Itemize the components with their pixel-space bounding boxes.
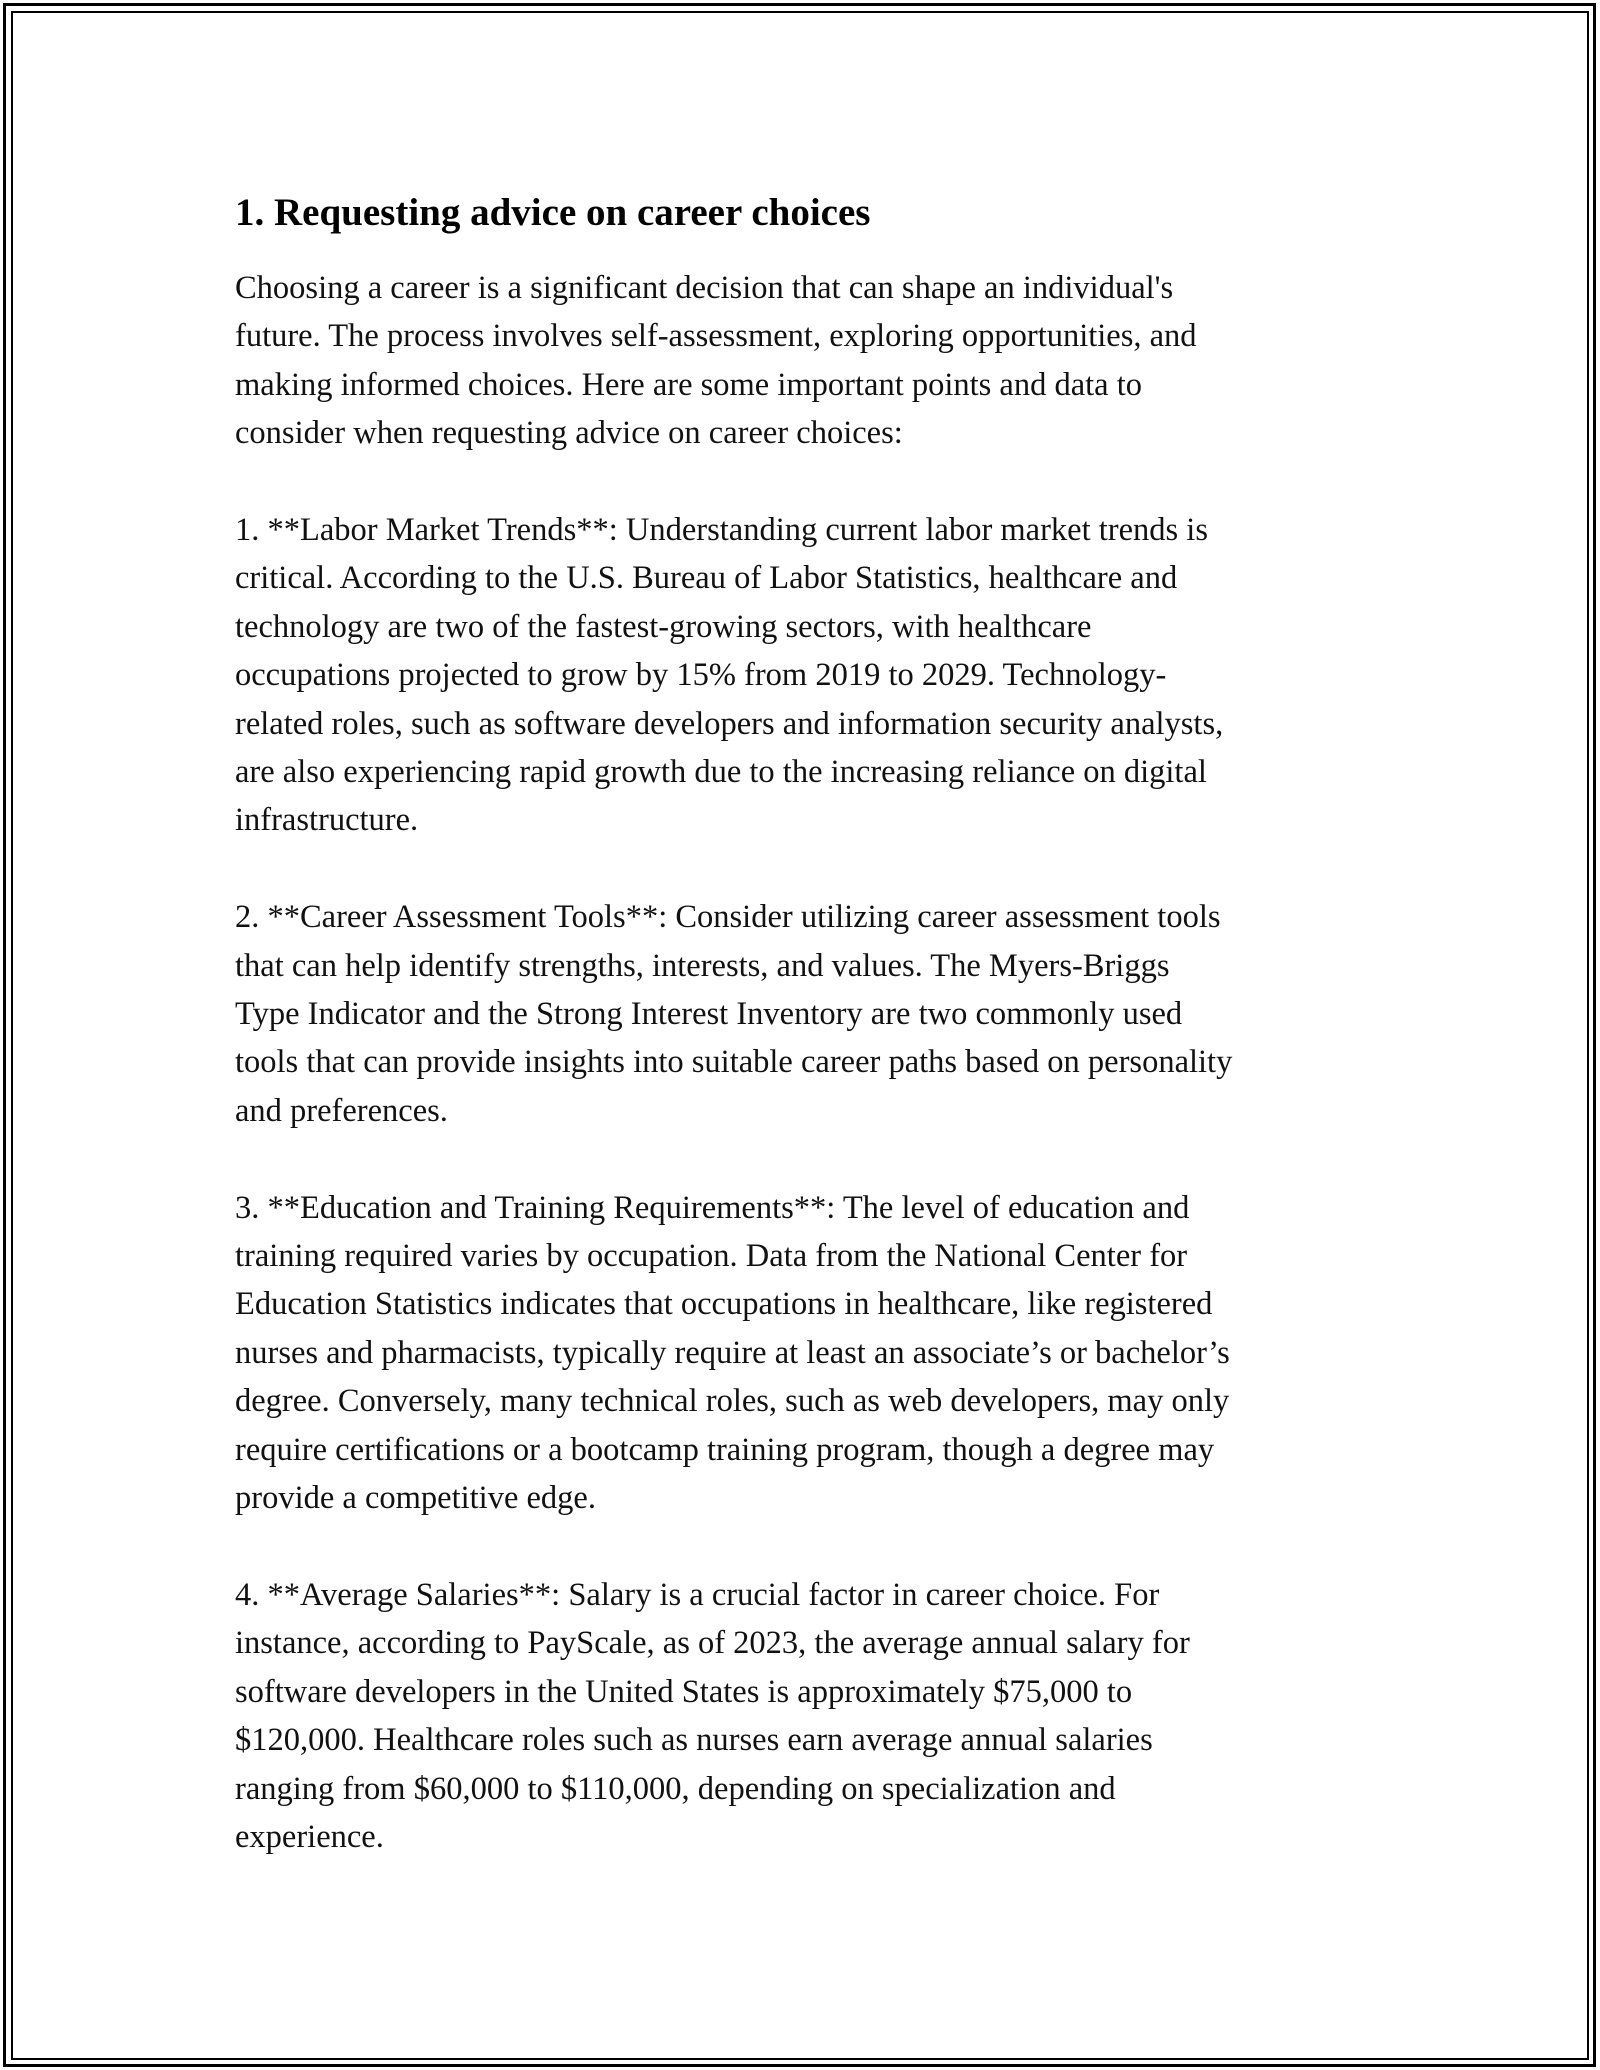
text-line: making informed choices. Here are some important points and data to bbox=[235, 366, 1143, 403]
text-line: require certifications or a bootcamp training program, though a degree may bbox=[235, 1431, 1215, 1468]
text-line: provide a competitive edge. bbox=[235, 1480, 596, 1517]
text-line: instance, according to PayScale, as of 2023, the average annual salary for bbox=[235, 1625, 1190, 1662]
text-line: nurses and pharmacists, typically require at least an associate’s or bachelor’s bbox=[235, 1334, 1230, 1371]
document-body bbox=[235, 188, 1375, 1910]
text-line: that can help identify strengths, interests, and values. The Myers-Briggs bbox=[235, 947, 1170, 984]
text-line: future. The process involves self-assessment, exploring opportunities, and bbox=[235, 318, 1197, 355]
text-line: tools that can provide insights into suitable career paths based on personality bbox=[235, 1044, 1233, 1081]
text-line: experience. bbox=[235, 1818, 384, 1855]
career-assessment-tools-paragraph bbox=[235, 893, 1375, 1135]
text-line: 2. **Career Assessment Tools**: Consider utilizing career assessment tools bbox=[235, 899, 1221, 936]
text-line: $120,000. Healthcare roles such as nurses earn average annual salaries bbox=[235, 1722, 1153, 1759]
section-heading: 1. Requesting advice on career choices bbox=[235, 191, 871, 234]
text-line: related roles, such as software developers and information security analysts, bbox=[235, 705, 1224, 742]
text-line: infrastructure. bbox=[235, 802, 419, 839]
text-line: Choosing a career is a significant decision that can shape an individual's bbox=[235, 270, 1174, 306]
labor-market-trends-paragraph bbox=[235, 506, 1375, 845]
text-line: training required varies by occupation. Data from the National Center for bbox=[235, 1238, 1188, 1275]
text-line: occupations projected to grow by 15% from 2019 to 2029. Technology- bbox=[235, 657, 1167, 694]
text-line: Type Indicator and the Strong Interest Inventory are two commonly used bbox=[235, 996, 1183, 1033]
text-line: ranging from $60,000 to $110,000, depending on specialization and bbox=[235, 1770, 1116, 1807]
text-line: degree. Conversely, many technical roles, such as web developers, may only bbox=[235, 1383, 1230, 1420]
text-line: 3. **Education and Training Requirements**: The level of education and bbox=[235, 1189, 1190, 1226]
text-line: 4. **Average Salaries**: Salary is a crucial factor in career choice. For bbox=[235, 1576, 1160, 1613]
intro-paragraph bbox=[235, 264, 1375, 458]
text-line: and preferences. bbox=[235, 1092, 448, 1129]
education-training-paragraph bbox=[235, 1184, 1375, 1523]
text-line: technology are two of the fastest-growing sectors, with healthcare bbox=[235, 608, 1092, 645]
text-line: are also experiencing rapid growth due to the increasing reliance on digital bbox=[235, 754, 1207, 791]
text-line: 1. **Labor Market Trends**: Understanding current labor market trends is bbox=[235, 512, 1208, 549]
text-line: critical. According to the U.S. Bureau of Labor Statistics, healthcare and bbox=[235, 560, 1178, 597]
text-line: consider when requesting advice on career choices: bbox=[235, 415, 903, 452]
text-line: software developers in the United States is approximately $75,000 to bbox=[235, 1673, 1133, 1710]
text-line: Education Statistics indicates that occupations in healthcare, like registered bbox=[235, 1286, 1213, 1323]
average-salaries-paragraph bbox=[235, 1571, 1375, 1861]
